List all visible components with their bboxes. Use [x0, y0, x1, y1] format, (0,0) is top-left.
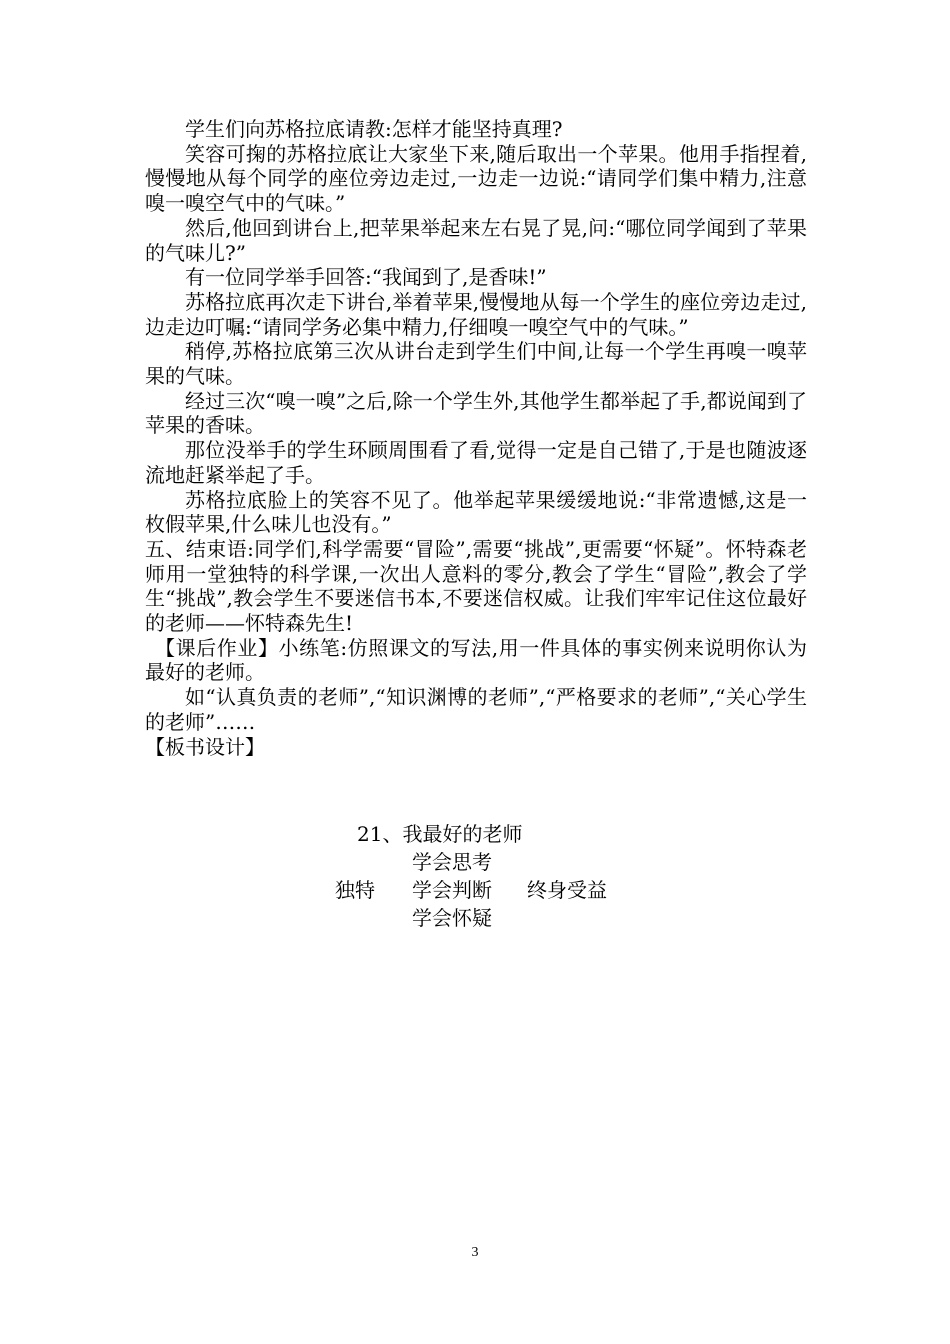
paragraph: 如“认真负责的老师”,“知识渊博的老师”,“严格要求的老师”,“关心学生的老师”…… [145, 685, 807, 734]
paragraph: 【课后作业】小练笔:仿照课文的写法,用一件具体的事实例来说明你认为最好的老师。 [145, 635, 807, 685]
paragraph: 有一位同学举手回答:“我闻到了,是香味!” [185, 265, 547, 290]
paragraph: 经过三次“嗅一嗅”之后,除一个学生外,其他学生都举起了手,都说闻到了苹果的香味。 [145, 388, 807, 438]
board-design-right-label: 终身受益 [527, 878, 607, 902]
paragraph: 苏格拉底脸上的笑容不见了。他举起苹果缓缓地说:“非常遗憾,这是一枚假苹果,什么味儿也没有。” [145, 487, 807, 537]
board-design-item-think: 学会思考 [412, 850, 492, 874]
paragraph: 苏格拉底再次走下讲台,举着苹果,慢慢地从每一个学生的座位旁边走过,边走边叮嘱:“请同学务必集中精力,仔细嗅一嗅空气中的气味。” [145, 289, 807, 339]
board-design-item-doubt: 学会怀疑 [412, 906, 492, 930]
paragraph: 稍停,苏格拉底第三次从讲台走到学生们中间,让每一个学生再嗅一嗅苹果的气味。 [145, 339, 807, 389]
paragraph: 然后,他回到讲台上,把苹果举起来左右晃了晃,问:“哪位同学闻到了苹果的气味儿?” [145, 215, 807, 265]
paragraph: 笑容可掬的苏格拉底让大家坐下来,随后取出一个苹果。他用手指捏着,慢慢地从每个同学的座位旁边走过,一边走一边说:“请同学们集中精力,注意嗅一嗅空气中的气味。” [145, 141, 807, 216]
paragraph: 五、结束语:同学们,科学需要“冒险”,需要“挑战”,更需要“怀疑”。怀特森老师用一堂独特的科学课,一次出人意料的零分,教会了学生“冒险”,教会了学生“挑战”,教会学生不要迷信书本,不要迷信权威。让我们牢牢记住这位最好的老师——怀特森先生! [145, 536, 807, 636]
board-design-item-judge: 学会判断 [412, 878, 492, 902]
paragraph: 【板书设计】 [145, 734, 265, 759]
board-design-title: 21、我最好的老师 [357, 822, 523, 846]
document-body [145, 117, 807, 759]
board-design-left-label: 独特 [335, 878, 375, 902]
page-number: 3 [471, 1245, 479, 1260]
paragraph: 那位没举手的学生环顾周围看了看,觉得一定是自己错了,于是也随波逐流地赶紧举起了手。 [145, 438, 807, 487]
paragraph: 学生们向苏格拉底请教:怎样才能坚持真理? [185, 117, 563, 141]
